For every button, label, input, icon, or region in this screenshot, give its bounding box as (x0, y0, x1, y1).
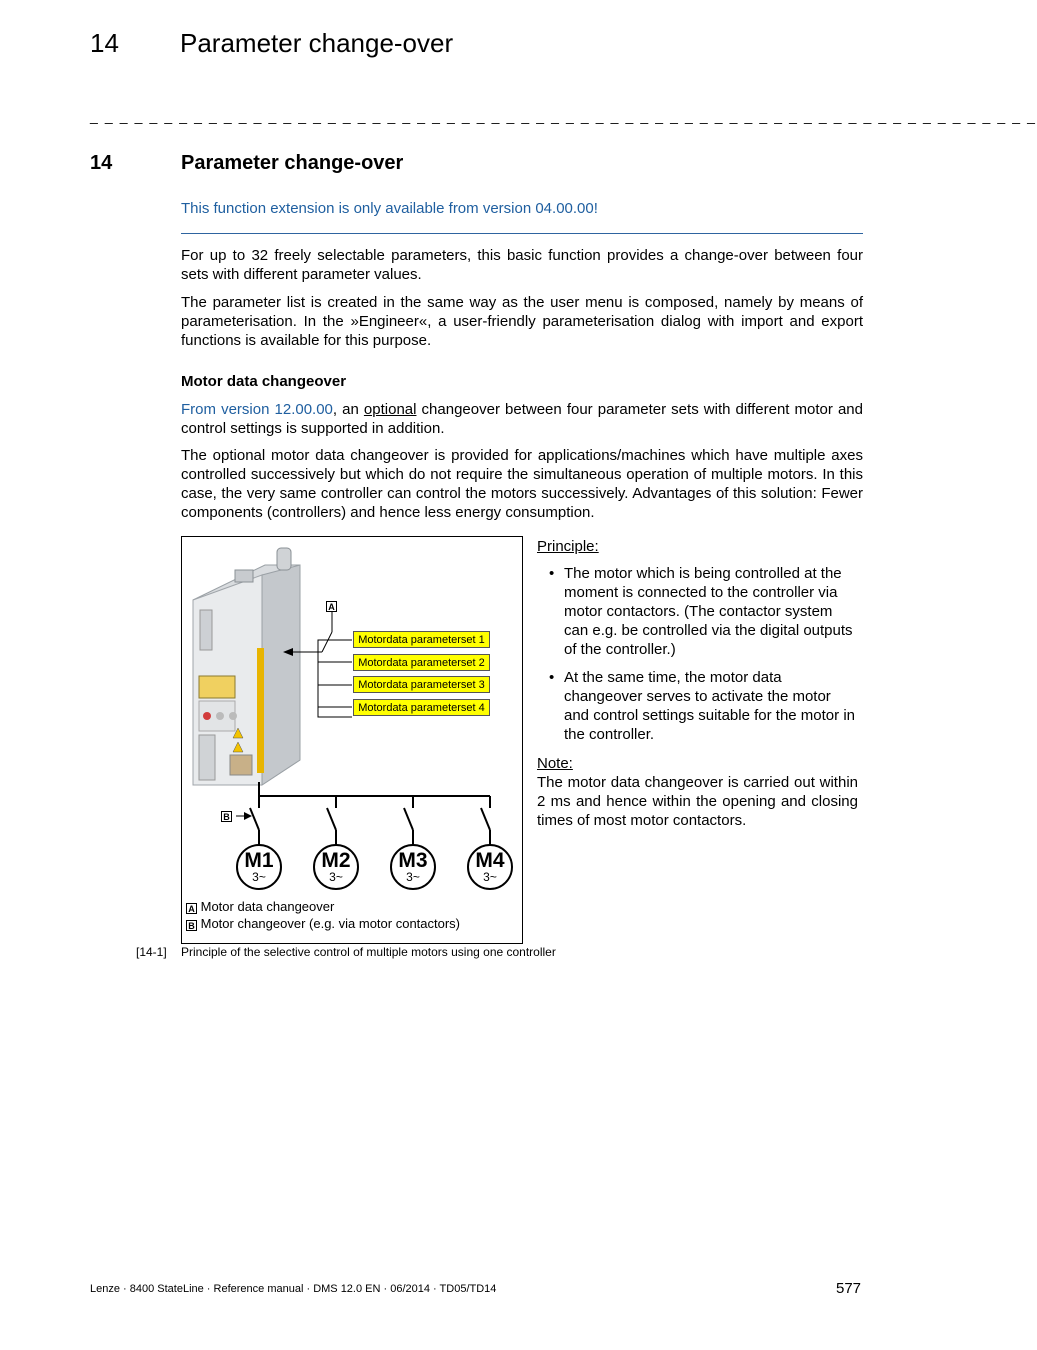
page-number: 577 (836, 1280, 862, 1297)
footer-text: Lenze · 8400 StateLine · Reference manual · DMS 12.0 EN · 06/2014 · TD05/TD14 (90, 1283, 497, 1295)
motor-3: M3 3~ (390, 844, 436, 890)
subheading-motor-data: Motor data changeover (181, 373, 347, 390)
controller-device-image (193, 548, 300, 785)
paragraph-3: From version 12.00.00, an optional changeover between four parameter sets with different motor and control settings is supported in addition. (181, 401, 863, 437)
running-chapter-title: Parameter change-over (180, 28, 454, 58)
list-item: • At the same time, the motor data changeover serves to activate the motor and control settings suitable for the motor in the controller. (549, 669, 855, 743)
version-note: This function extension is only available from version 04.00.00! (181, 200, 598, 217)
motor-1: M1 3~ (236, 844, 282, 890)
principle-label: Principle: (537, 538, 599, 555)
header-divider: _ _ _ _ _ _ _ _ _ _ _ _ _ _ _ _ _ _ _ _ _ _ _ _ _ _ _ _ _ _ _ _ _ _ _ _ _ _ _ _ _ _ _ _ _ _ _ _ _ _ _ _ _ _ _ _ _ _ _ _ _ _ _ _ (90, 108, 1037, 124)
paragraph-1: For up to 32 freely selectable parameters, this basic function provides a change-over between four sets with different parameter values. (181, 247, 863, 283)
tag-a: A (326, 601, 337, 612)
list-item: • The motor which is being controlled at the moment is connected to the controller via motor contactors. (The contactor system can e.g. be controlled via the digital outputs of the controller.) (549, 565, 853, 658)
param-set-4: Motordata parameterset 4 (353, 699, 490, 716)
motor-4: M4 3~ (467, 844, 513, 890)
version-link[interactable]: From version 12.00.00 (181, 401, 333, 418)
param-set-2: Motordata parameterset 2 (353, 654, 490, 671)
paragraph-4: The optional motor data changeover is provided for applications/machines which have multiple axes controlled successively but which do not require the simultaneous operation of multiple motors. In this case, the very same controller can control the motors successively. Advantages of this solution: Fewer components (controllers) and hence less energy consumption. (181, 447, 863, 521)
paragraph-2: The parameter list is created in the same way as the user menu is composed, namely by means of parameterisation. In the »Engineer«, a user-friendly parameterisation dialog with import and export functions is available for this purpose. (181, 294, 863, 349)
figure-caption: [14-1] Principle of the selective control of multiple motors using one controller (136, 945, 556, 959)
motor-2: M2 3~ (313, 844, 359, 890)
note-label: Note: (537, 755, 573, 772)
legend-b: B Motor changeover (e.g. via motor contactors) (186, 916, 460, 932)
principle-bullets (549, 564, 859, 753)
running-chapter-number: 14 (90, 28, 119, 58)
legend-a: A Motor data changeover (186, 899, 334, 915)
section-number: 14 (90, 152, 113, 174)
param-set-3: Motordata parameterset 3 (353, 676, 490, 693)
note-text: The motor data changeover is carried out within 2 ms and hence within the opening and closing times of most motor contactors. (537, 774, 858, 829)
param-set-1: Motordata parameterset 1 (353, 631, 490, 648)
section-title: Parameter change-over (181, 152, 404, 174)
tag-b: B (221, 811, 232, 822)
